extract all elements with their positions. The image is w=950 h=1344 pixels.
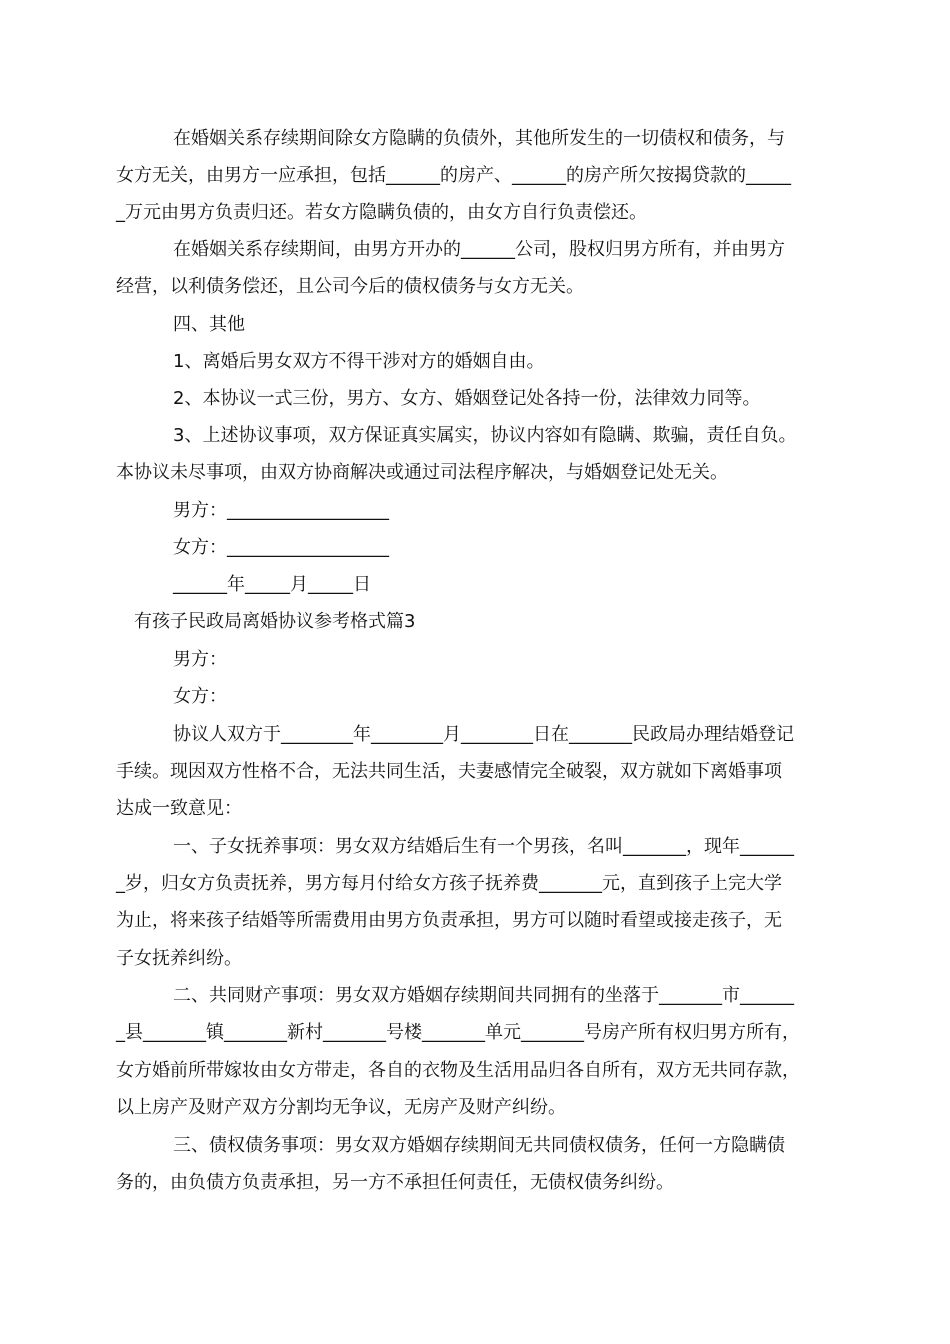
male-signature-line: 男方：__________________	[173, 500, 389, 521]
paragraph-line: 在婚姻关系存续期间除女方隐瞒的负债外，其他所发生的一切债权和债务，与	[173, 128, 785, 149]
female-party-label: 女方：	[173, 686, 227, 707]
paragraph-line: 女方无关，由男方一应承担，包括______的房产、______的房产所欠按揭贷款的_____	[116, 165, 791, 186]
female-signature-line: 女方：__________________	[173, 537, 389, 558]
paragraph-line: 协议人双方于________年________月________日在_______民政局办理结婚登记	[173, 724, 794, 745]
paragraph-line: 为止，将来孩子结婚等所需费用由男方负责承担，男方可以随时看望或接走孩子，无	[116, 910, 782, 931]
paragraph-line: _岁，归女方负责抚养，男方每月付给女方孩子抚养费_______元，直到孩子上完大学	[116, 873, 782, 894]
paragraph-line: 子女抚养纠纷。	[116, 948, 242, 969]
paragraph-line: 手续。现因双方性格不合，无法共同生活，夫妻感情完全破裂，双方就如下离婚事项	[116, 761, 782, 782]
male-party-label: 男方：	[173, 649, 227, 670]
paragraph-line: 三、债权债务事项：男女双方婚姻存续期间无共同债权债务，任何一方隐瞒债	[173, 1135, 785, 1156]
paragraph-line: 务的，由负债方负责承担，另一方不承担任何责任，无债权债务纠纷。	[116, 1172, 674, 1193]
paragraph-line: 经营，以利债务偿还，且公司今后的债权债务与女方无关。	[116, 276, 584, 297]
section-heading: 四、其他	[173, 314, 245, 335]
paragraph-line: 在婚姻关系存续期间，由男方开办的______公司，股权归男方所有，并由男方	[173, 239, 785, 260]
paragraph-line: 二、共同财产事项：男女双方婚姻存续期间共同拥有的坐落于_______市______	[173, 985, 794, 1006]
paragraph-line: _县_______镇_______新村_______号楼_______单元_______号房产所有权归男方所有，	[116, 1022, 800, 1043]
paragraph-line: 3、上述协议事项，双方保证真实属实，协议内容如有隐瞒、欺骗，责任自负。	[173, 425, 797, 446]
paragraph-line: 以上房产及财产双方分割均无争议，无房产及财产纠纷。	[116, 1097, 566, 1118]
paragraph-line: 本协议未尽事项，由双方协商解决或通过司法程序解决，与婚姻登记处无关。	[116, 462, 728, 483]
paragraph-line: 达成一致意见：	[116, 798, 242, 819]
paragraph-line: 1、离婚后男女双方不得干涉对方的婚姻自由。	[173, 351, 545, 372]
paragraph-line: 一、子女抚养事项：男女双方结婚后生有一个男孩，名叫_______，现年______	[173, 836, 794, 857]
date-line: ______年_____月_____日	[173, 574, 371, 595]
section-title: 有孩子民政局离婚协议参考格式篇3	[134, 611, 416, 632]
paragraph-line: 2、本协议一式三份，男方、女方、婚姻登记处各持一份，法律效力同等。	[173, 388, 761, 409]
paragraph-line: 女方婚前所带嫁妆由女方带走，各自的衣物及生活用品归各自所有，双方无共同存款，	[116, 1060, 800, 1081]
paragraph-line: _万元由男方负责归还。若女方隐瞒负债的，由女方自行负责偿还。	[116, 202, 647, 223]
